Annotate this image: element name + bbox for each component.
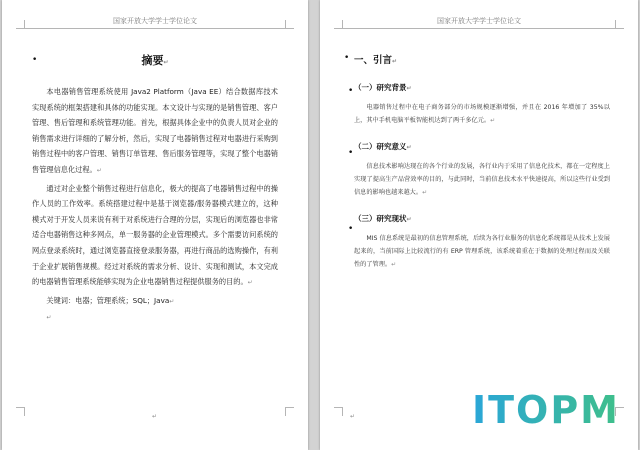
footer-paragraph-mark: ↵	[152, 413, 158, 420]
bullet-marker: •	[344, 53, 350, 63]
page-header: 国家开放大学学士学位论文	[113, 17, 197, 25]
abstract-paragraph: 本电器销售管理系统使用 Java2 Platform（Java EE）结合数据库技术实现系统的框架搭建和具体的功能实现。本文设计与实现的是销售管理、客户管理、售后管理和系统管理功能。首先，根据具体企业中的负责人员对企业的销售需求进行详细的了解分析，然后，实现了电器销售过程对电器进行采购到销售过程中的客户管理、销售订单管理、售后服务管理等，实现了整个电器销售管理信息化过程。↵	[32, 87, 278, 174]
keywords-line: 关键词：电器；管理系统；SQL；Java↵	[46, 295, 175, 305]
empty-paragraph: ↵	[46, 313, 52, 321]
section-heading: （一）研究背景↵	[354, 83, 412, 92]
document-page-right	[320, 0, 638, 450]
bullet-marker: •	[348, 86, 354, 96]
section-heading: （二）研究意义↵	[354, 142, 412, 151]
chapter-heading: 一、引言↵	[354, 55, 398, 66]
abstract-title: 摘要↵	[141, 54, 169, 67]
footer-paragraph-mark: ↵	[350, 413, 356, 420]
section-paragraph: 信息技术影响达现在的各个行业的发展，各行业内于采用了信息化技术，都在一定程度上实现了提高生产品营效率的目的，与此同时，当前信息技术水平快速提高，所以这些行业受到信息的影响也越来越大。↵	[354, 163, 610, 196]
watermark-logo: ITOPM	[471, 388, 620, 432]
section-paragraph: MIS 信息系统是最初的信息管理系统，后续为各行业服务的信息化系统都是从技术上发展起来的，当前国际上比较流行的有 ERP 管理系统，该系统着重在于数据的处理过程而及关联性的了管理。↵	[354, 235, 610, 268]
section-heading: （三）研究现状↵	[354, 214, 412, 223]
crop-mark	[285, 407, 294, 416]
section-paragraph: 电器销售过程中在电子商务部分的市场规模逐渐增强，并且在 2016 年增加了 35%以上，其中手机电脑平板智能机达到了两千多亿元。↵	[354, 104, 610, 124]
abstract-paragraph: 通过对企业整个销售过程进行信息化，极大的提高了电器销售过程中的操作人员的工作效率。系统搭建过程中是基于浏览器/服务器模式建立的，这种模式对于开发人员来说有利于对系统进行合理的分层，实现后的浏览器也非常适合电器销售这种多网点，单一服务器的企业管理模式。多个需要访问系统的网点登录系统时，通过浏览器直接登录服务器，再进行商品的选购操作，有利于企业扩展销售规模。经过对系统的需求分析、设计、实现和测试，本文完成的电器销售管理系统能够实现为企业电器销售过程提供服务的目的。↵	[32, 183, 278, 287]
crop-mark	[16, 407, 25, 416]
page-body	[354, 52, 610, 285]
crop-mark	[334, 407, 343, 416]
document-page-left	[2, 0, 308, 450]
bullet-marker: •	[348, 148, 354, 158]
page-body	[32, 52, 278, 325]
page-header: 国家开放大学学士学位论文	[437, 17, 521, 25]
header-divider	[24, 28, 286, 29]
header-divider	[342, 28, 616, 29]
bullet-marker: •	[32, 55, 38, 65]
bullet-marker: •	[348, 224, 354, 234]
